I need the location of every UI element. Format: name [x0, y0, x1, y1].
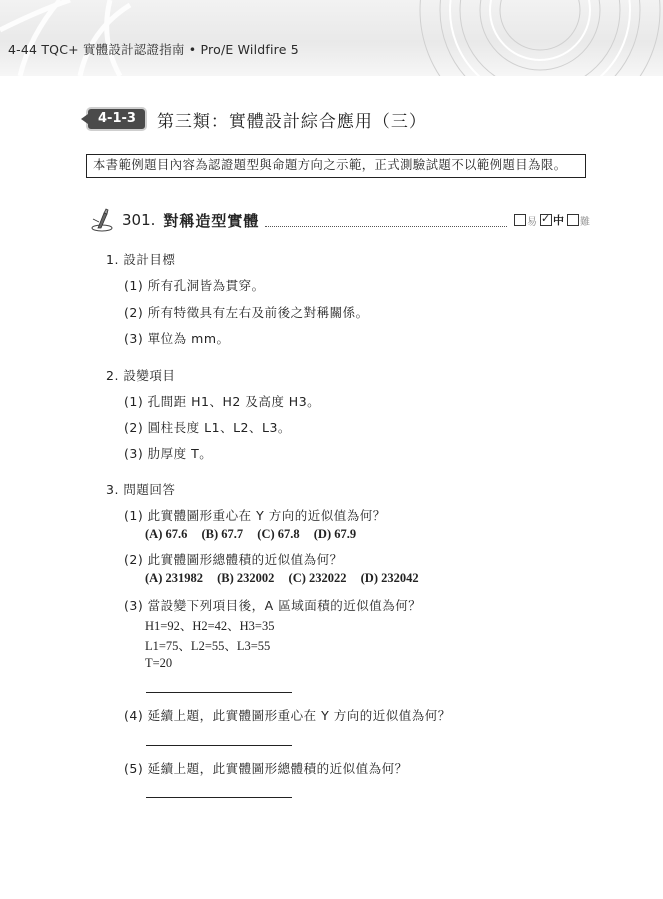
- question-1-options: [145, 527, 367, 542]
- question-title: 對稱造型實體: [163, 211, 260, 230]
- option: (D) 232042: [360, 571, 419, 585]
- difficulty-easy-label: 易: [527, 216, 537, 228]
- variables-heading: 2. 設變項目: [106, 368, 176, 383]
- section-heading: [88, 106, 427, 132]
- question-4-text: (4) 延續上題，此實體圖形重心在 Y 方向的近似值為何？: [124, 708, 451, 723]
- question-2-options: [145, 571, 430, 586]
- goal-item: (2) 所有特徵具有左右及前後之對稱關係。: [124, 305, 369, 320]
- question-number: 301.: [122, 211, 156, 229]
- section-badge: 4-1-3: [88, 109, 145, 129]
- checkbox-medium[interactable]: [540, 214, 552, 226]
- goal-item: (1) 所有孔洞皆為貫穿。: [124, 278, 265, 293]
- question-2-text: (2) 此實體圖形總體積的近似值為何？: [124, 552, 343, 567]
- design-value: T=20: [145, 656, 173, 670]
- checkbox-hard[interactable]: [567, 214, 579, 226]
- difficulty-hard-label: 難: [580, 216, 590, 228]
- answers-heading: 3. 問題回答: [106, 482, 176, 497]
- option: (C) 232022: [288, 571, 347, 585]
- answer-line: [146, 797, 292, 798]
- header-decoration: [0, 0, 663, 76]
- page-header: [0, 0, 663, 76]
- checkbox-easy[interactable]: [514, 214, 526, 226]
- option: (B) 67.7: [201, 527, 244, 541]
- option: (A) 231982: [145, 571, 203, 585]
- option: (B) 232002: [217, 571, 275, 585]
- option: (A) 67.6: [145, 527, 188, 541]
- difficulty-selector: [511, 212, 590, 228]
- variable-item: (1) 孔間距 H1、H2 及高度 H3。: [124, 394, 321, 409]
- question-1-text: (1) 此實體圖形重心在 Y 方向的近似值為何？: [124, 508, 386, 523]
- question-3-text: (3) 當設變下列項目後，A 區域面積的近似值為何？: [124, 598, 422, 613]
- question-5-text: (5) 延續上題，此實體圖形總體積的近似值為何？: [124, 761, 408, 776]
- pen-tool-icon: [90, 207, 118, 233]
- goal-item: (3) 單位為 mm。: [124, 331, 230, 346]
- variable-item: (2) 圓柱長度 L1、L2、L3。: [124, 420, 291, 435]
- answer-line: [146, 745, 292, 746]
- answer-line: [146, 692, 292, 693]
- header-text: 4-44 TQC+ 實體設計認證指南 • Pro/E Wildfire 5: [8, 42, 299, 57]
- difficulty-medium-label: 中: [553, 214, 564, 227]
- design-value: H1=92、H2=42、H3=35: [145, 619, 275, 633]
- section-title: 第三類：實體設計綜合應用（三）: [156, 111, 427, 132]
- option: (D) 67.9: [313, 527, 357, 541]
- question-header: [90, 206, 590, 234]
- goals-heading: 1. 設計目標: [106, 252, 176, 267]
- variable-item: (3) 肋厚度 T。: [124, 446, 213, 461]
- notice-box: 本書範例題目內容為認證題型與命題方向之示範，正式測驗試題不以範例題目為限。: [86, 154, 586, 178]
- design-value: L1=75、L2=55、L3=55: [145, 639, 271, 653]
- option: (C) 67.8: [257, 527, 300, 541]
- dot-leader: [265, 214, 507, 227]
